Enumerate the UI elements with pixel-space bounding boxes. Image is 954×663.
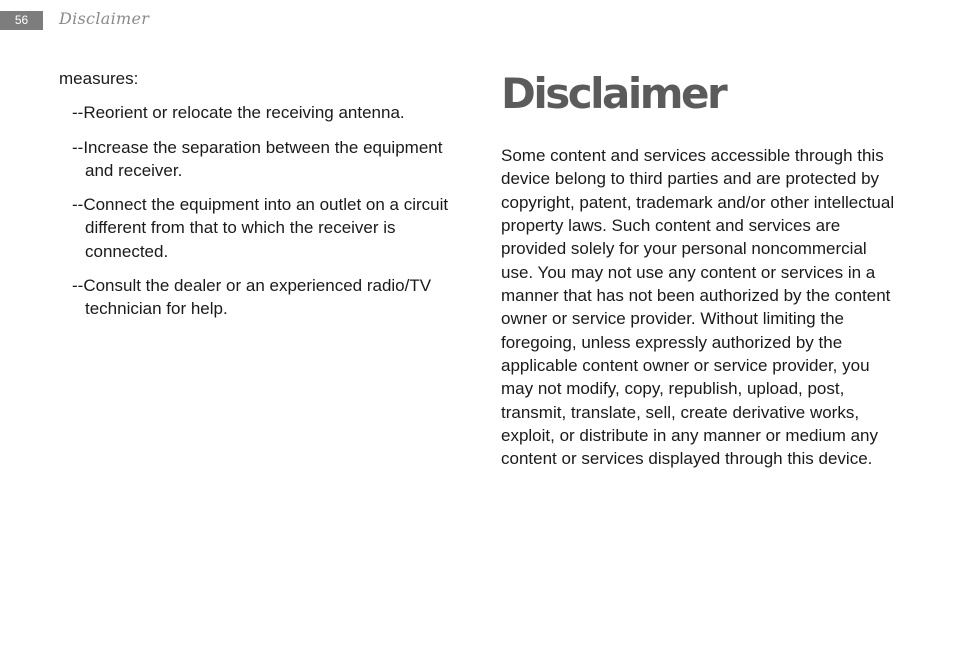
- running-header-title: Disclaimer: [59, 9, 150, 28]
- list-item: --Increase the separation between the equipment and receiver.: [72, 137, 443, 180]
- list-item: --Consult the dealer or an experienced radio/TV technician for help.: [72, 276, 432, 319]
- disclaimer-body: Some content and services accessible through this device belong to third parties and are protected by copyright, patent, trademark and/or other intellectual property laws. Such content and services are provided solely for your personal noncommercial use. You may not use any content or services in a manner that has not been authorized by the content owner or service provider. Without limiting the foregoing, unless expressly authorized by the applicable content owner or service provider, you may not modify, copy, republish, upload, post, transmit, translate, sell, create derivative works, exploit, or distribute in any manner or medium any content or services displayed through this device.: [501, 146, 895, 469]
- list-item: --Reorient or relocate the receiving antenna.: [72, 103, 405, 123]
- measures-list: [59, 101, 459, 320]
- measures-intro: measures:: [59, 69, 139, 88]
- list-item: --Connect the equipment into an outlet on a circuit different from that to which the receiver is connected.: [72, 195, 449, 261]
- page-number: 56: [0, 11, 43, 30]
- page-title: Disclaimer: [501, 69, 726, 118]
- left-column: [59, 67, 459, 332]
